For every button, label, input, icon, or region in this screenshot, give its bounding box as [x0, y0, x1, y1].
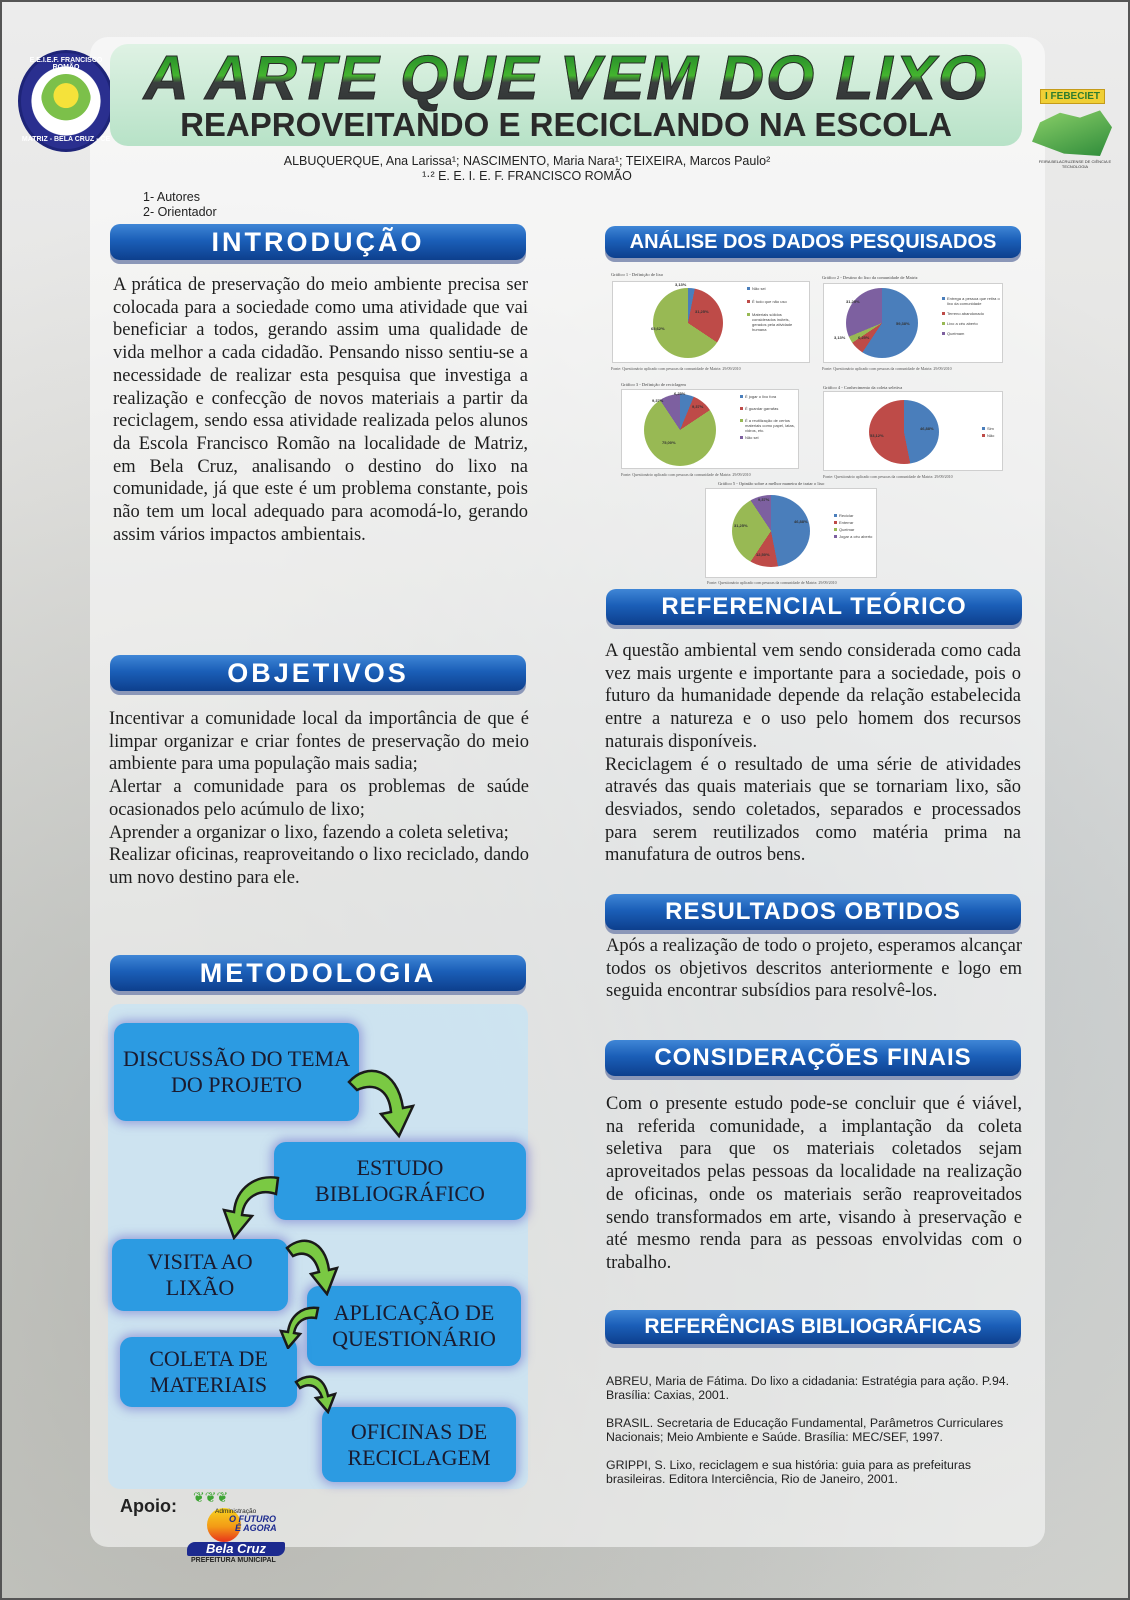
- city-name: Bela Cruz: [187, 1542, 285, 1556]
- chart-4-legend: [982, 426, 1002, 446]
- section-header-analise: ANÁLISE DOS DADOS PESQUISADOS: [605, 226, 1021, 258]
- flow-step-discussao: DISCUSSÃO DO TEMA DO PROJETO: [114, 1023, 359, 1121]
- author-notes: [143, 190, 217, 220]
- legend-item: Não: [987, 433, 995, 438]
- referencial-paragraph: Reciclagem é o resultado de uma série de atividades através das quais materiais que se tornariam lixo, são desviados, sendo coletados, separados e processados para serem reutilizados como matéria prima na manufatura de outros bens.: [605, 754, 1021, 866]
- legend-item: Jogar a céu aberto: [839, 534, 873, 539]
- flow-step-questionario: APLICAÇÃO DE QUESTIONÁRIO: [307, 1286, 521, 1366]
- chart-4-source: Fonte: Questionário aplicado com pessoas da comunidade de Matriz: 29/09/2010: [823, 474, 953, 479]
- chart-1-pie: [653, 288, 723, 358]
- chart-1-source: Fonte: Questionário aplicado com pessoas da comunidade de Matriz: 29/09/2010: [611, 366, 741, 371]
- chart-1-label: 31,25%: [695, 309, 709, 314]
- chart-3-label: 9,37%: [652, 398, 664, 403]
- chart-1-label: 3,13%: [675, 282, 687, 287]
- prefeitura-logo: [185, 1490, 295, 1568]
- chart-2-source: Fonte: Questionário aplicado com pessoas da comunidade de Matriz: 29/09/2010: [822, 366, 952, 371]
- introducao-paragraph: A prática de preservação do meio ambiente precisa ser colocada para a sociedade como uma atividade que vai beneficiar a todos, gerando assim uma qualidade de vida melhor a cada cidadão. Pensando nisso sentiu-se a necessidade de realizar esta pesquisa que investiga a realização e confecção de novos materiais a partir da reciclagem, sendo essa atividade realizada pelos alunos da Escola Francisco Romão na localidade de Matriz, em Bela Cruz, analisando o destino do lixo na comunidade, já que este é um problema constante, pois não tem um local adequado para acomodá-lo, gerando assim vários impactos ambientais.: [113, 275, 528, 545]
- febeciet-caption: FEIRA BELACRUZENSE DE CIÊNCIA E TECNOLOGIA: [1038, 159, 1112, 169]
- leaf-branch-icon: ❦❦❦: [193, 1491, 229, 1506]
- chart-2-label: 59,38%: [896, 321, 910, 326]
- chart-3-label: 75,00%: [662, 440, 676, 445]
- chart-3-pie: [644, 394, 716, 466]
- chart-3-label: 6,25%: [674, 391, 686, 396]
- section-header-referencias: REFERÊNCIAS BIBLIOGRÁFICAS: [605, 1310, 1021, 1344]
- section-header-resultados: RESULTADOS OBTIDOS: [605, 894, 1021, 930]
- legend-item: Lixo a céu aberto: [947, 321, 978, 326]
- section-header-metodologia: METODOLOGIA: [110, 955, 526, 991]
- febeciet-logo: [1032, 86, 1118, 176]
- legend-item: É jogar o lixo fora: [745, 394, 777, 399]
- chart-5-label: 46,88%: [794, 519, 808, 524]
- resultados-paragraph: Após a realização de todo o projeto, esperamos alcançar todos os objetivos descritos anteriormente e logo em seguida encontrar subsídios para resolvê-los.: [606, 936, 1022, 1002]
- chart-1-label: 65,62%: [651, 326, 665, 331]
- prefeitura-admin-text: Administração: [215, 1508, 257, 1515]
- chart-5-source: Fonte: Questionário aplicado com pessoas da comunidade de Matriz: 29/09/2010: [707, 580, 837, 585]
- legend-item: Terreno abandonado: [947, 311, 984, 316]
- slogan-line-2: É AGORA: [235, 1523, 277, 1533]
- map-icon: [1032, 108, 1112, 156]
- flow-step-estudo: ESTUDO BIBLIOGRÁFICO: [274, 1142, 526, 1220]
- school-logo-bottom-text: MATRIZ - BELA CRUZ - CE: [21, 136, 111, 143]
- legend-item: Não sei: [752, 286, 766, 291]
- flow-step-coleta: COLETA DE MATERIAIS: [120, 1337, 297, 1407]
- chart-2-label: 31,25%: [846, 299, 860, 304]
- flow-step-oficinas: OFICINAS DE RECICLAGEM: [322, 1407, 516, 1482]
- objetivo-item: Alertar a comunidade para os problemas de saúde ocasionados pelo acúmulo de lixo;: [109, 777, 529, 820]
- curved-arrow-icon: [278, 1304, 320, 1349]
- chart-1-legend: [747, 286, 805, 340]
- legend-item: Materiais sólidos considerados inúteis, gerados pela atividade humana: [752, 312, 793, 332]
- curved-arrow-icon: [220, 1170, 280, 1240]
- section-header-referencial: REFERENCIAL TEÓRICO: [606, 589, 1022, 625]
- chart-2-label: 3,13%: [834, 335, 846, 340]
- chart-3: [621, 389, 799, 469]
- school-logo: [18, 50, 114, 152]
- chart-2-legend: [942, 296, 1000, 344]
- section-header-introducao: INTRODUÇÃO: [110, 224, 526, 260]
- school-logo-top-text: E.E.I.E.F. FRANCISCO ROMÃO: [29, 57, 103, 71]
- apoio-label: Apoio:: [120, 1496, 177, 1516]
- introducao-text: [113, 274, 528, 546]
- chart-2-label: 6,25%: [858, 335, 870, 340]
- section-header-objetivos: OBJETIVOS: [110, 655, 526, 691]
- curved-arrow-icon: [294, 1372, 338, 1414]
- objetivo-item: Incentivar a comunidade local da importância de que é limpar organizar e criar fontes de preservação do meio ambiente para uma população mais sadia;: [109, 709, 529, 775]
- section-header-consideracoes: CONSIDERAÇÕES FINAIS: [605, 1040, 1021, 1076]
- chart-5-title: Gráfico 5 - Opinião sobre a melhor maneira de tratar o lixo: [718, 481, 825, 486]
- chart-5-pie: [732, 495, 810, 567]
- objetivo-item: Aprender a organizar o lixo, fazendo a coleta seletiva;: [109, 822, 509, 843]
- legend-item: Entrega a pessoa que retira o lixo da comunidade: [947, 296, 1000, 306]
- legend-item: É guardar garrafas: [745, 406, 779, 411]
- authors-block: [112, 154, 942, 184]
- referencial-paragraph: A questão ambiental vem sendo considerada como cada vez mais urgente e importante para a sociedade, pois o futuro da humanidade depende da relação estabelecida entre a natureza e o uso pelo homem dos recursos naturais disponíveis.: [605, 641, 1021, 752]
- slogan-line-1: O FUTURO: [229, 1514, 276, 1524]
- chart-2-title: Gráfico 2 - Destino do lixo da comunidade de Matriz: [822, 275, 918, 280]
- legend-item: Queimar: [839, 527, 855, 532]
- reference-item: GRIPPI, S. Lixo, reciclagem e sua história: guia para as prefeituras brasileiras. Editora Interciência, Rio de Janeiro, 2001.: [606, 1458, 971, 1486]
- chart-3-source: Fonte: Questionário aplicado com pessoas da comunidade de Matriz: 29/09/2010: [621, 472, 751, 477]
- referencial-text: [605, 640, 1021, 867]
- chart-4: [823, 391, 1003, 471]
- chart-5-label: 31,25%: [734, 523, 748, 528]
- institution-line: ¹·² E. E. I. E. F. FRANCISCO ROMÃO: [422, 169, 632, 183]
- chart-5-legend: [834, 513, 876, 547]
- chart-3-legend: [740, 394, 796, 448]
- authors-line: ALBUQUERQUE, Ana Larissa¹; NASCIMENTO, Maria Nara¹; TEIXEIRA, Marcos Paulo²: [283, 154, 771, 168]
- objetivo-item: Realizar oficinas, reaproveitando o lixo reciclado, dando um novo destino para ele.: [109, 845, 529, 888]
- note-authors: 1- Autores: [143, 190, 200, 204]
- curved-arrow-icon: [285, 1234, 340, 1296]
- chart-4-title: Gráfico 4 - Conhecimento da coleta seletiva: [823, 385, 903, 390]
- curved-arrow-icon: [347, 1060, 417, 1140]
- legend-item: Reciclar: [839, 513, 854, 518]
- legend-item: Não sei: [745, 435, 759, 440]
- prefeitura-slogan: [229, 1515, 277, 1533]
- consideracoes-text: [606, 1093, 1022, 1275]
- chart-4-label: 46,88%: [920, 426, 934, 431]
- prefeitura-text: PREFEITURA MUNICIPAL: [191, 1557, 276, 1564]
- consideracoes-paragraph: Com o presente estudo pode-se concluir que é viável, na referida comunidade, a implantação da coleta seletiva para que os materiais coletados sejam aproveitados pelas pessoas da localidade na realização de oficinas, onde os materiais serão reaproveitados sendo transformados em arte, visando à preservação e até mesmo renda para as pessoas envolvidas com o trabalho.: [606, 1094, 1022, 1273]
- chart-5-label: 12,50%: [756, 552, 770, 557]
- title-banner: [110, 44, 1022, 146]
- legend-item: É a reutilização de certos materiais como papel, latas, vidros, etc.: [745, 418, 795, 433]
- chart-2: [823, 283, 1003, 363]
- chart-5-label: 9,37%: [758, 497, 770, 502]
- chart-5: [705, 488, 877, 578]
- chart-3-title: Gráfico 3 - Definição de reciclagem: [621, 382, 686, 387]
- chart-3-label: 9,37%: [692, 404, 704, 409]
- reference-item: BRASIL. Secretaria de Educação Fundamental, Parâmetros Curriculares Nacionais; Meio Ambiente e Saúde. Brasília: MEC/SEF, 1997.: [606, 1416, 1004, 1444]
- chart-4-pie: [869, 400, 939, 464]
- poster-subtitle: REAPROVEITANDO E RECICLANDO NA ESCOLA: [180, 106, 952, 143]
- objetivos-list: [109, 708, 529, 890]
- chart-1-title: Gráfico 1 - Definição de lixo: [611, 272, 664, 277]
- note-advisor: 2- Orientador: [143, 205, 217, 219]
- febeciet-badge: I FEBECIET: [1040, 89, 1105, 104]
- poster-title: A ARTE QUE VEM DO LIXO: [110, 44, 1022, 114]
- school-emblem-icon: [41, 74, 91, 128]
- chart-4-label: 53,12%: [870, 433, 884, 438]
- reference-item: ABREU, Maria de Fátima. Do lixo a cidadania: Estratégia para ação. P.94. Brasília: Caxias, 2001.: [606, 1374, 1010, 1402]
- legend-item: Sim: [987, 426, 994, 431]
- legend-item: Queimam: [947, 331, 965, 336]
- resultados-text: [606, 935, 1022, 1003]
- flow-step-visita: VISITA AO LIXÃO: [112, 1239, 288, 1311]
- legend-item: Enterrar: [839, 520, 854, 525]
- chart-1: [612, 281, 810, 363]
- references-list: [606, 1374, 1026, 1500]
- legend-item: É tudo que não uso: [752, 299, 787, 304]
